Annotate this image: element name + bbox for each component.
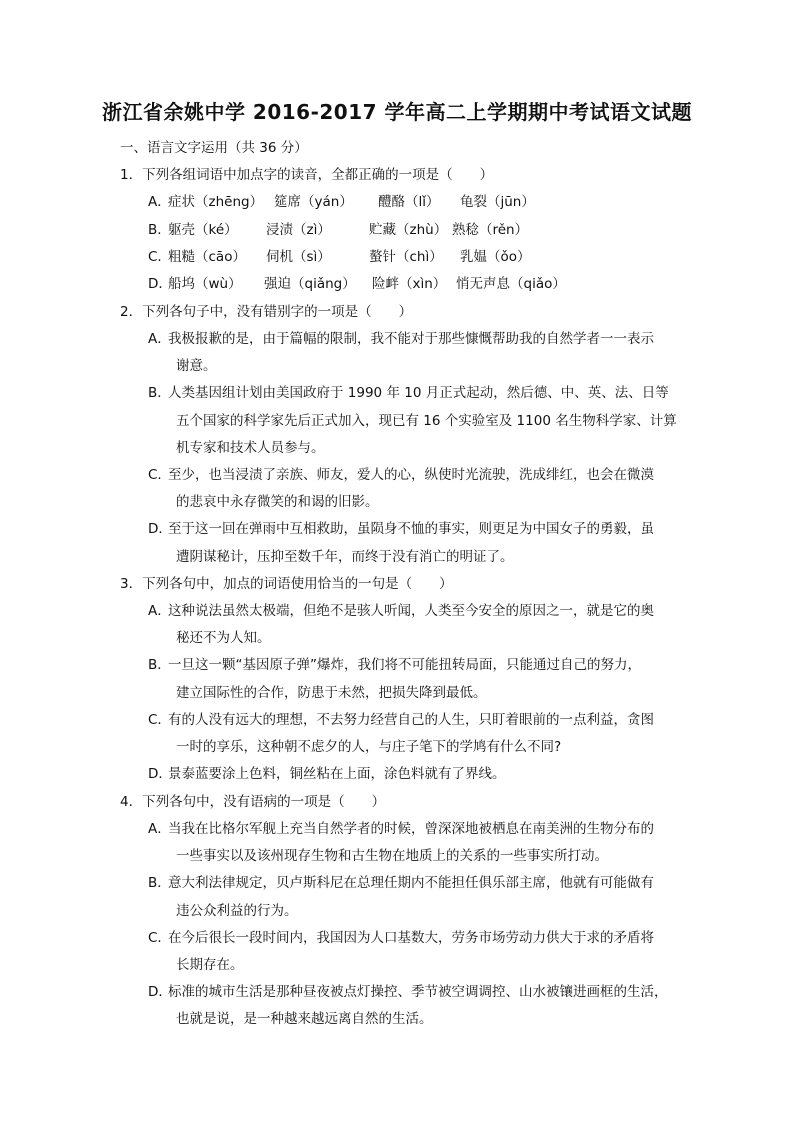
q1-option-b-letter: B． bbox=[148, 222, 171, 238]
q2-b-line-1: 人类基因组计划由美国政府于 1990 年 10 月正式起动，然后德、中、英、法、日等 bbox=[168, 385, 669, 401]
q3-b-line-1: 一旦这一颗“基因原子弹”爆炸，我们将不可能扭转局面，只能通过自己的努力， bbox=[168, 657, 641, 673]
q3-option-b bbox=[148, 653, 641, 673]
q2-d-line-2: 遭阴谋秘计，压抑至数千年，而终于没有消亡的明证了。 bbox=[176, 549, 514, 565]
q1-d-item-3: 险衅（xìn） bbox=[372, 276, 447, 292]
q1-c-item-2: 伺机（sì） bbox=[266, 249, 331, 265]
q1-option-d-letter: D． bbox=[148, 276, 172, 292]
option-letter: C． bbox=[148, 712, 171, 728]
q4-d-line-1: 标准的城市生活是那种昼夜被点灯操控、季节被空调调控、山水被镶进画框的生活， bbox=[168, 984, 668, 1000]
page-title: 浙江省余姚中学 2016-2017 学年高二上学期期中考试语文试题 bbox=[101, 100, 693, 124]
q4-d-line-2: 也就是说，是一种越来越远离自然的生活。 bbox=[176, 1011, 433, 1027]
q1-a-item-4: 龟裂（jūn） bbox=[460, 194, 535, 210]
q2-d-line-1: 至于这一回在弹雨中互相救助，虽陨身不恤的事实，则更足为中国女子的勇毅，虽 bbox=[168, 521, 654, 537]
q4-b-line-1: 意大利法律规定，贝卢斯科尼在总理任期内不能担任俱乐部主席，他就有可能做有 bbox=[168, 875, 654, 891]
q2-b-line-2: 五个国家的科学家先后正式加入，现已有 16 个实验室及 1100 名生物科学家、计算 bbox=[176, 413, 677, 429]
q3-b-line-2: 建立国际性的合作，防患于未然，把损失降到最低。 bbox=[176, 685, 487, 701]
q1-a-item-1: 症状（zhēng） bbox=[168, 194, 264, 210]
q1-d-item-1: 船坞（wù） bbox=[168, 276, 242, 292]
option-letter: B． bbox=[148, 385, 171, 401]
option-letter: A． bbox=[148, 821, 171, 837]
q3-a-line-1: 这种说法虽然太极端，但绝不是骇人听闻，人类至今安全的原因之一，就是它的奥 bbox=[168, 603, 654, 619]
q1-c-item-3: 螯针（chì） bbox=[369, 249, 443, 265]
option-letter: D． bbox=[148, 521, 172, 537]
q1-b-item-3: 贮藏（zhù） bbox=[369, 222, 448, 238]
q2-a-line-1: 我极报歉的是，由于篇幅的限制，我不能对于那些慷慨帮助我的自然学者一一表示 bbox=[168, 331, 654, 347]
option-letter: D． bbox=[148, 766, 172, 782]
q2-b-line-3: 机专家和技术人员参与。 bbox=[176, 440, 325, 456]
q1-option-a-letter: A． bbox=[148, 194, 171, 210]
option-letter: B． bbox=[148, 875, 171, 891]
option-letter: B． bbox=[148, 657, 171, 673]
q4-option-c bbox=[148, 926, 654, 946]
q2-c-line-1: 至少，也当浸渍了亲族、师友，爱人的心，纵使时光流驶，洗成绯红，也会在微漠 bbox=[168, 467, 654, 483]
q4-a-line-2: 一些事实以及该州现存生物和古生物在地质上的关系的一些事实所打动。 bbox=[176, 848, 608, 864]
q1-d-item-2: 强迫（qiǎng） bbox=[264, 276, 356, 292]
q3-option-a bbox=[148, 599, 654, 619]
q1-d-item-4: 悄无声息（qiǎo） bbox=[456, 276, 566, 292]
q3-c-line-1: 有的人没有远大的理想，不去努力经营自己的人生，只盯着眼前的一点利益，贪图 bbox=[168, 712, 654, 728]
question-1-stem: 1．下列各组词语中加点字的读音，全都正确的一项是（ ） bbox=[120, 167, 494, 183]
q3-option-c bbox=[148, 708, 654, 728]
option-letter: C． bbox=[148, 930, 171, 946]
question-4-stem: 4．下列各句中，没有语病的一项是（ ） bbox=[120, 794, 386, 810]
q2-option-c bbox=[148, 463, 654, 483]
option-letter: A． bbox=[148, 331, 171, 347]
option-letter: D． bbox=[148, 984, 172, 1000]
q1-a-item-2: 筵席（yán） bbox=[274, 194, 353, 210]
q4-b-line-2: 违公众利益的行为。 bbox=[176, 903, 298, 919]
q2-c-line-2: 的悲哀中永存微笑的和谒的旧影。 bbox=[176, 494, 379, 510]
q4-c-line-1: 在今后很长一段时间内，我国因为人口基数大，劳务市场劳动力供大于求的矛盾将 bbox=[168, 930, 654, 946]
q3-c-line-2: 一时的享乐，这种朝不虑夕的人，与庄子笔下的学鸠有什么不同? bbox=[176, 739, 562, 755]
q3-d-line-1: 景泰蓝要涂上色料，铜丝粘在上面，涂色料就有了界线。 bbox=[168, 766, 506, 782]
q4-c-line-2: 长期存在。 bbox=[176, 957, 244, 973]
q2-option-b bbox=[148, 381, 669, 401]
q2-option-d bbox=[148, 517, 654, 537]
q4-a-line-1: 当我在比格尔军舰上充当自然学者的时候，曾深深地被栖息在南美洲的生物分布的 bbox=[168, 821, 654, 837]
option-letter: C． bbox=[148, 467, 171, 483]
option-letter: A． bbox=[148, 603, 171, 619]
question-2-stem: 2．下列各句子中，没有错别字的一项是（ ） bbox=[120, 304, 413, 320]
q1-option-c-letter: C． bbox=[148, 249, 171, 265]
q4-option-d bbox=[148, 980, 668, 1000]
q3-a-line-2: 秘还不为人知。 bbox=[176, 630, 271, 646]
q1-c-item-4: 乳媪（ǒo） bbox=[460, 249, 531, 265]
q1-b-item-1: 躯壳（ké） bbox=[168, 222, 238, 238]
section-heading: 一、语言文字运用（共 36 分） bbox=[120, 140, 308, 156]
q1-c-item-1: 粗糙（cāo） bbox=[168, 249, 246, 265]
q1-b-item-2: 浸渍（zì） bbox=[266, 222, 331, 238]
question-3-stem: 3．下列各句中，加点的词语使用恰当的一句是（ ） bbox=[120, 576, 453, 592]
q2-a-line-2: 谢意。 bbox=[176, 358, 217, 374]
q4-option-a bbox=[148, 817, 654, 837]
q2-option-a bbox=[148, 327, 654, 347]
q3-option-d bbox=[148, 762, 506, 782]
q4-option-b bbox=[148, 871, 654, 891]
q1-a-item-3: 醴酪（lǐ） bbox=[378, 194, 440, 210]
q1-b-item-4: 熟稔（rěn） bbox=[452, 222, 529, 238]
